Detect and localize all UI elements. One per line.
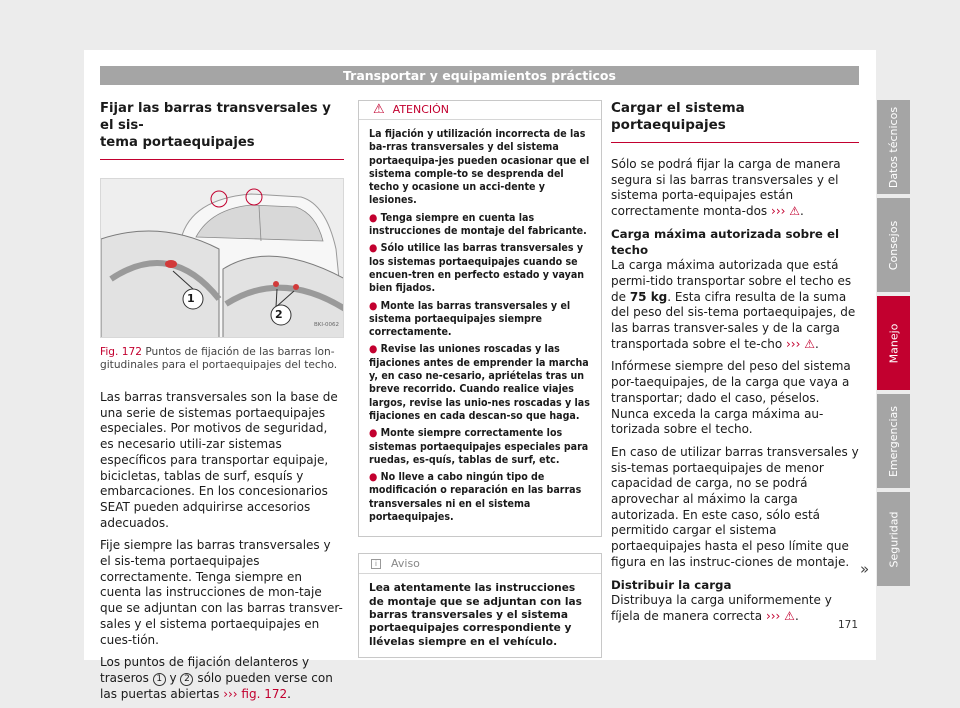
- figure-caption: [100, 346, 344, 372]
- subheading-distribuir: Distribuir la carga: [611, 577, 732, 592]
- car-roof-illustration: [101, 179, 344, 338]
- figure-172: [100, 178, 344, 338]
- warning-ref-icon[interactable]: ⚠: [804, 336, 815, 351]
- paragraph-1: Las barras transversales son la base de una serie de sistemas portaequipajes especiales. Por motivos de seguridad, es necesario utili-zar sistemas específicos para transportar equipaje, bicicletas, tablas de surf, esquís y embarcaciones. En los concesionarios SEAT pueden adquirirse accesorios adecuados.: [100, 390, 338, 530]
- warning-item: ● Monte siempre correctamente los sistemas portaequipajes especiales para ruedas, es-quís, tablas de surf, etc.: [369, 427, 589, 466]
- warning-header: [359, 101, 601, 120]
- warning-title: ATENCIÓN: [392, 103, 450, 117]
- warning-item: ● Revise las uniones roscadas y las fijaciones antes de emprender la marcha y, en caso ne-cesario, apriételas tras un breve recorrido. Cuando realice viajes largos, revise las unio-nes roscadas y las fijaciones en cada descan-so que haga.: [369, 343, 590, 422]
- note-box: [358, 553, 602, 657]
- warning-box: [358, 100, 602, 537]
- warning-triangle-icon: ⚠: [373, 102, 385, 118]
- paragraph-cargar-5: Distribuya la carga uniformemente y fíjela de manera correcta ››› ⚠.: [611, 593, 832, 623]
- column-left: [100, 100, 344, 708]
- tab-datos-tecnicos[interactable]: Datos técnicos: [877, 100, 910, 194]
- note-title: Aviso: [391, 556, 420, 570]
- figure-number: Fig. 172: [100, 346, 142, 358]
- column-right: [611, 100, 859, 632]
- warning-ref-icon[interactable]: ⚠: [784, 608, 795, 623]
- arrow-ref: ›››: [771, 204, 786, 219]
- figure-label-2: 2: [275, 308, 283, 321]
- figure-link[interactable]: fig. 172: [241, 686, 288, 701]
- figure-label-1: 1: [187, 292, 195, 305]
- tab-manejo[interactable]: Manejo: [877, 296, 910, 390]
- paragraph-cargar-4: En caso de utilizar barras transversales y sis-temas portaequipajes de menor capacidad de carga, no se podrá aprovechar al máximo la carga autorizada. En este caso, sólo está permitido cargar el sistema portaequipajes hasta el peso límite que figura en las instruc-ciones de montaje.: [611, 444, 859, 569]
- section-title-cargar: Cargar el sistema portaequipajes: [611, 100, 859, 143]
- info-icon: i: [371, 559, 381, 569]
- warning-item: ● Monte las barras transversales y el sistema portaequipajes siempre correctamente.: [369, 299, 571, 339]
- paragraph-cargar-2: La carga máxima autorizada que está permi-tido transportar sobre el techo es de 75 kg. Esta cifra resulta de la suma del peso del sis-tema portaequipajes, de las barras transver-sales y de la carga transportada sobre el te-cho ››› ⚠.: [611, 258, 856, 351]
- figure-caption-text: Puntos de fijación de las barras lon-gitudinales para el portaequipajes del techo.: [100, 346, 338, 371]
- warning-ref-icon[interactable]: ⚠: [789, 204, 801, 219]
- warning-item: ● No lleve a cabo ningún tipo de modificación o reparación en las barras transversales ni en el sistema portaequipajes.: [369, 471, 582, 524]
- paragraph-3: Los puntos de fijación delanteros y traseros 1 y 2 sólo pueden verse con las puertas abiertas ››› fig. 172.: [100, 655, 333, 701]
- paragraph-cargar-1: Sólo se podrá fijar la carga de manera segura si las barras transversales y el sistema porta-equipajes están correctamente monta-dos ››› ⚠.: [611, 157, 841, 219]
- figure-code: BKI-0062: [314, 322, 339, 329]
- warning-item: ● Tenga siempre en cuenta las instrucciones de montaje del fabricante.: [369, 211, 587, 238]
- page-number: 171: [838, 619, 859, 631]
- paragraph-2: Fije siempre las barras transversales y el sis-tema portaequipajes correctamente. Tenga siempre en cuenta las instrucciones de mon-taje que se adjuntan con las barras transver-sales y el sistema portaequipajes en cues-tión.: [100, 538, 343, 647]
- paragraph-cargar-3: Infórmese siempre del peso del sistema por-taequipajes, de la carga que vaya a transportar; dado el caso, péselos. Nunca exceda la carga máxima au-torizada sobre el techo.: [611, 359, 851, 437]
- note-text: Lea atentamente las instrucciones de montaje que se adjuntan con las barras transversales y el sistema portaequipajes correspondiente y llévelas siempre en el vehículo.: [369, 582, 582, 648]
- note-header: [359, 554, 601, 574]
- callout-1: 1: [153, 673, 166, 686]
- chapter-header: Transportar y equipamientos prácticos: [100, 66, 859, 85]
- tab-consejos[interactable]: Consejos: [877, 198, 910, 292]
- continue-icon: »: [860, 560, 870, 578]
- warning-body: [359, 120, 601, 536]
- arrow-ref: ›››: [223, 686, 238, 701]
- arrow-ref: ›››: [786, 336, 801, 351]
- column-middle: [358, 100, 602, 658]
- warning-item: ● Sólo utilice las barras transversales y los sistemas portaequipajes cuando se encuen-tren en perfecto estado y vayan bien fijados.: [369, 242, 585, 295]
- section-title-fijar: Fijar las barras transversales y el sis- tema portaequipajes: [100, 100, 344, 160]
- tab-seguridad[interactable]: Seguridad: [877, 492, 910, 586]
- arrow-ref: ›››: [765, 608, 781, 623]
- tab-emergencias[interactable]: Emergencias: [877, 394, 910, 488]
- warning-intro: La fijación y utilización incorrecta de las ba-rras transversales y del sistema portaequipa-jes pueden ocasionar que el sistema comple-to se desprenda del techo y ocasione un acci-dente y lesiones.: [369, 128, 590, 207]
- subheading-carga-maxima: Carga máxima autorizada sobre el techo: [611, 226, 840, 257]
- callout-2: 2: [180, 673, 193, 686]
